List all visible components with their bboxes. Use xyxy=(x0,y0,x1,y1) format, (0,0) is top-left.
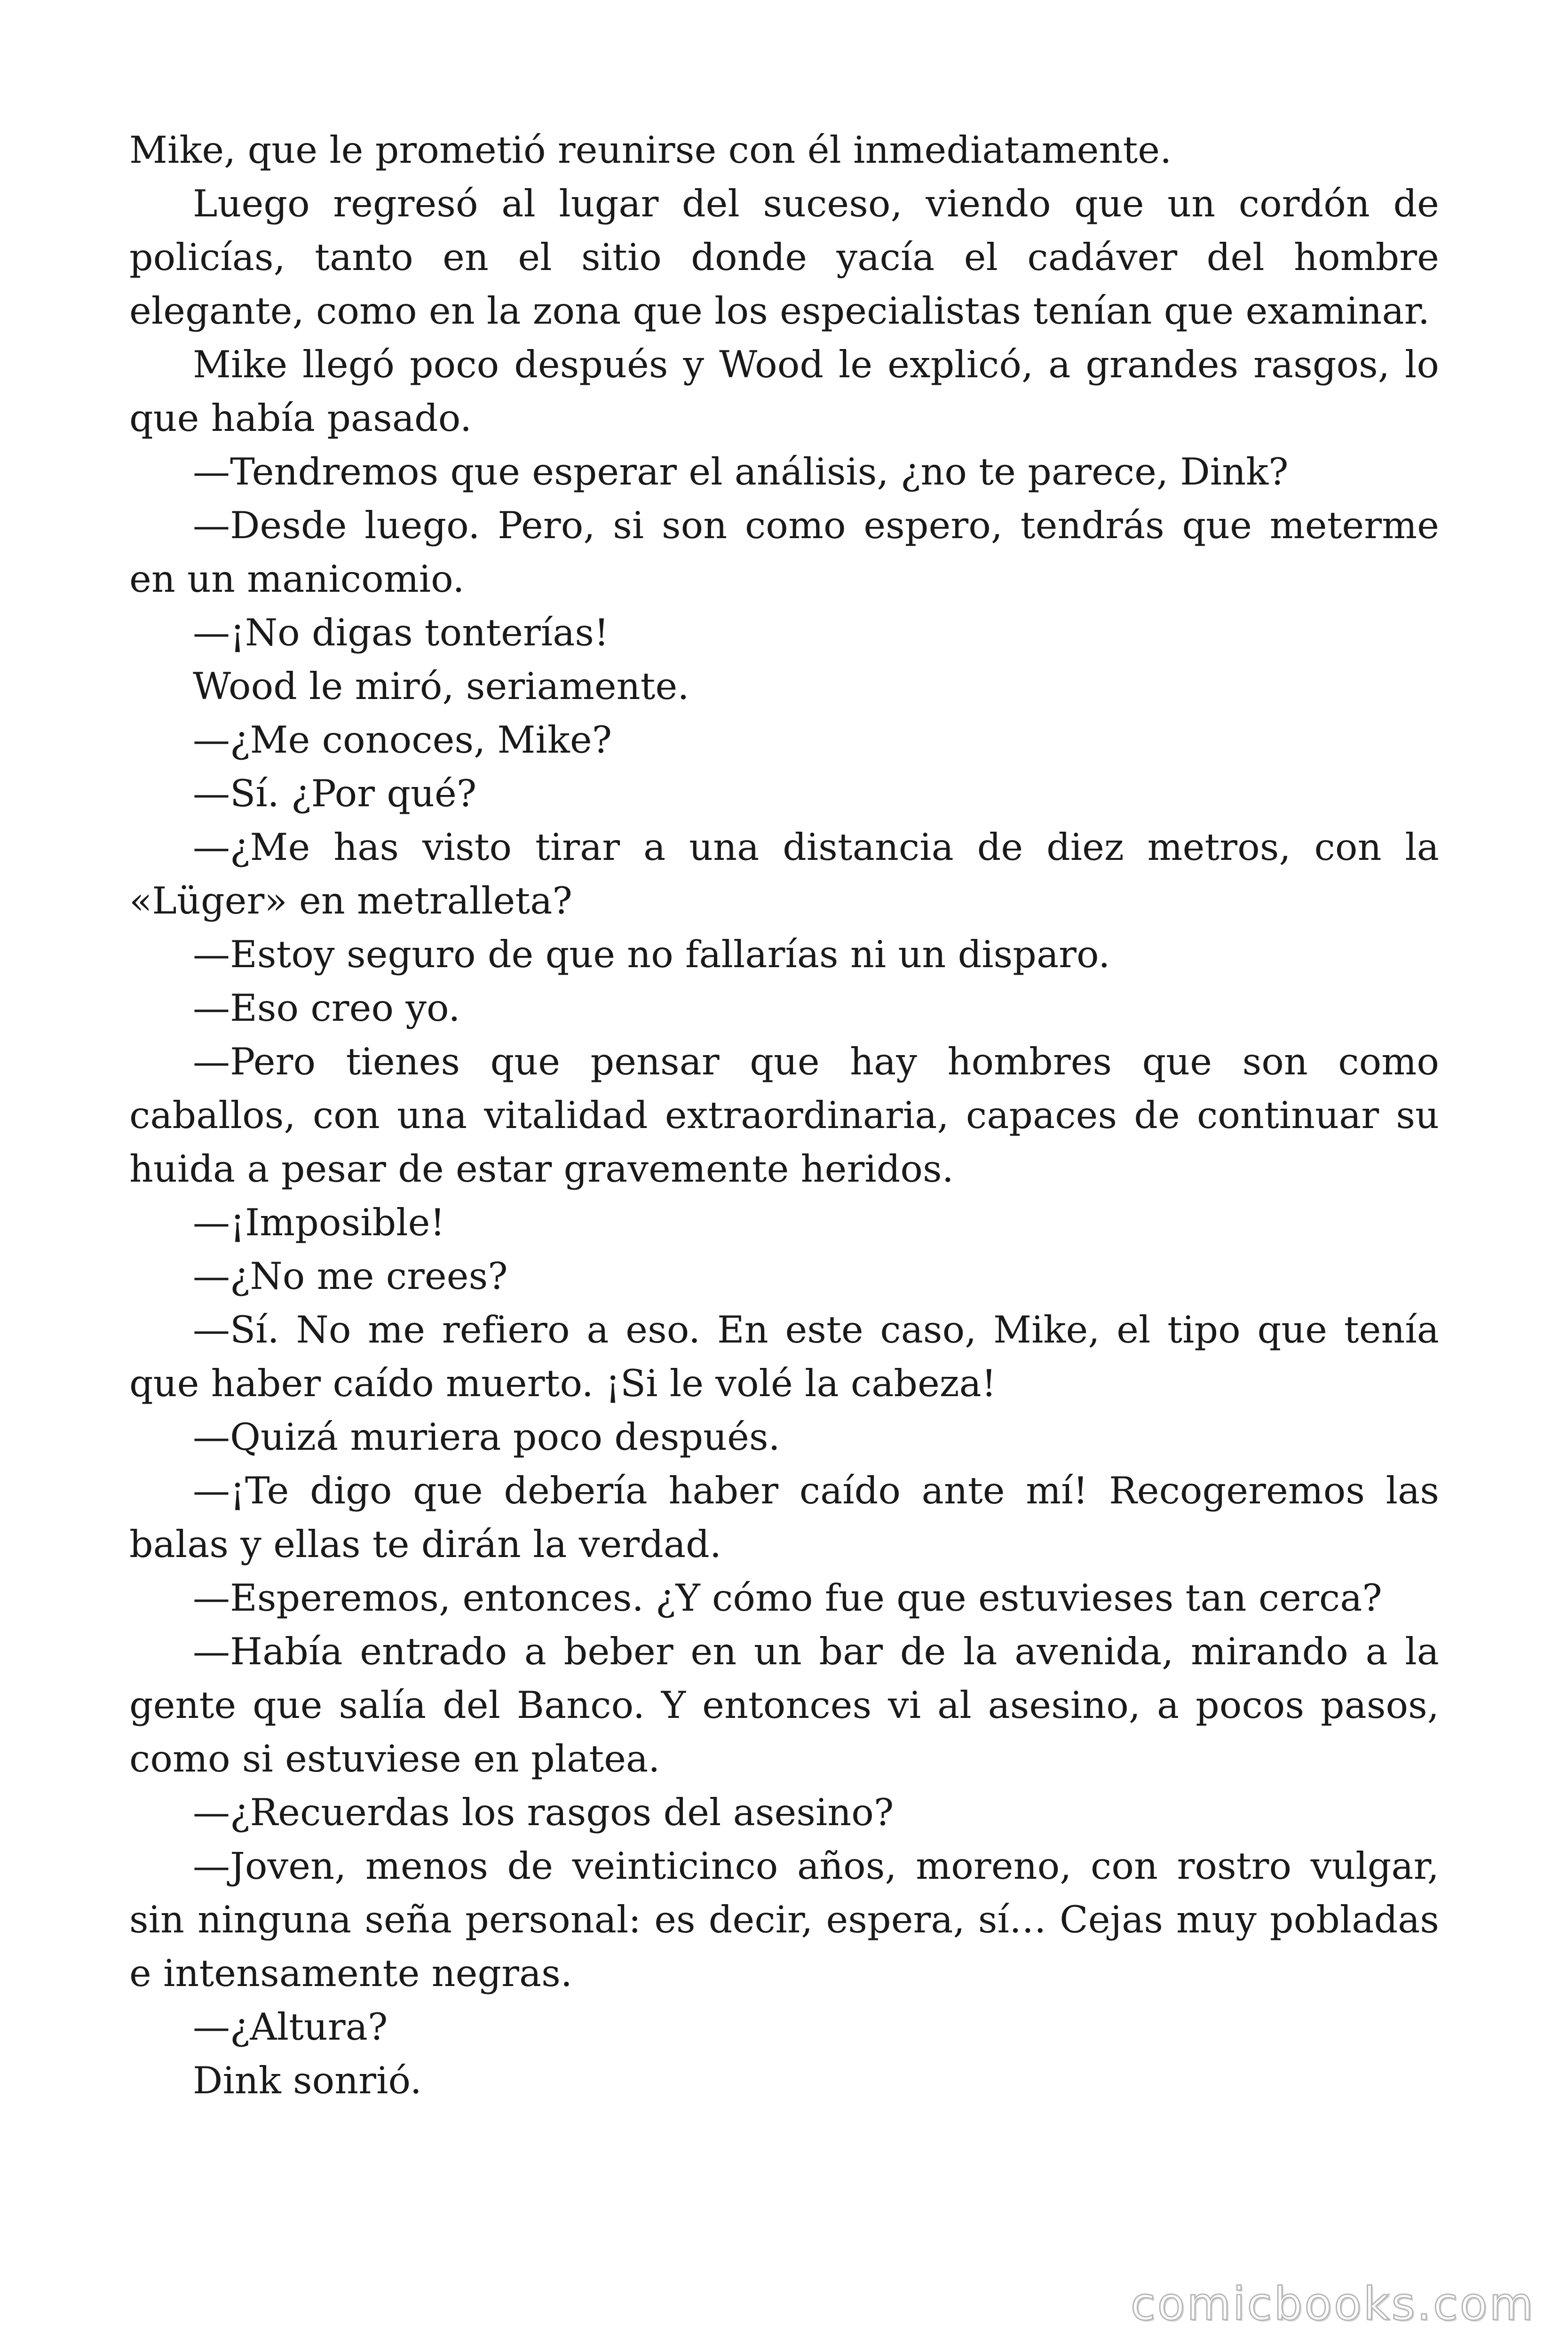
paragraph-13: —Pero tienes que pensar que hay hombres que son como caballos, con una vitalidad extraordinaria, capaces de continuar su huida a pesar de estar gravemente heridos. xyxy=(129,1040,1439,1191)
paragraph-21: —¿Recuerdas los rasgos del asesino? xyxy=(193,1791,894,1834)
paragraph-2: Luego regresó al lugar del suceso, viendo que un cordón de policías, tanto en el sitio donde yacía el cadáver del hombre elegante, como en la zona que los especialistas tenían que examinar. xyxy=(129,182,1439,333)
paragraph-24: Dink sonrió. xyxy=(193,2059,422,2102)
paragraph-5: —Desde luego. Pero, si son como espero, tendrás que meterme en un manicomio. xyxy=(129,504,1439,601)
paragraph-14: —¡Imposible! xyxy=(193,1201,445,1244)
paragraph-19: —Esperemos, entonces. ¿Y cómo fue que estuvieses tan cerca? xyxy=(193,1576,1382,1620)
paragraph-12: —Eso creo yo. xyxy=(193,986,460,1030)
paragraph-11: —Estoy seguro de que no fallarías ni un disparo. xyxy=(193,933,1110,976)
paragraph-22: —Joven, menos de veinticinco años, moreno, con rostro vulgar, sin ninguna seña personal: es decir, espera, sí… Cejas muy pobladas e intensamente negras. xyxy=(129,1844,1439,1995)
watermark: comicbooks.com xyxy=(1130,2278,1535,2330)
paragraph-8: —¿Me conoces, Mike? xyxy=(193,718,612,762)
paragraph-9: —Sí. ¿Por qué? xyxy=(193,772,477,815)
paragraph-1: Mike, que le prometió reunirse con él inmediatamente. xyxy=(129,128,1172,172)
paragraph-15: —¿No me crees? xyxy=(193,1255,508,1298)
paragraph-7: Wood le miró, seriamente. xyxy=(193,665,689,708)
paragraph-3: Mike llegó poco después y Wood le explicó, a grandes rasgos, lo que había pasado. xyxy=(129,343,1439,440)
paragraph-10: —¿Me has visto tirar a una distancia de diez metros, con la «Lüger» en metralleta? xyxy=(129,826,1439,922)
paragraph-16: —Sí. No me refiero a eso. En este caso, Mike, el tipo que tenía que haber caído muerto. ¡Si le volé la cabeza! xyxy=(129,1308,1439,1405)
paragraph-6: —¡No digas tonterías! xyxy=(193,611,609,654)
body-text xyxy=(129,123,1439,2107)
paragraph-4: —Tendremos que esperar el análisis, ¿no te parece, Dink? xyxy=(193,450,1289,493)
paragraph-20: —Había entrado a beber en un bar de la avenida, mirando a la gente que salía del Banco. Y entonces vi al asesino, a pocos pasos, como si estuviese en platea. xyxy=(129,1630,1439,1780)
paragraph-23: —¿Altura? xyxy=(193,2005,388,2049)
paragraph-18: —¡Te digo que debería haber caído ante mí! Recogeremos las balas y ellas te dirán la verdad. xyxy=(129,1469,1439,1566)
paragraph-17: —Quizá muriera poco después. xyxy=(193,1415,780,1459)
